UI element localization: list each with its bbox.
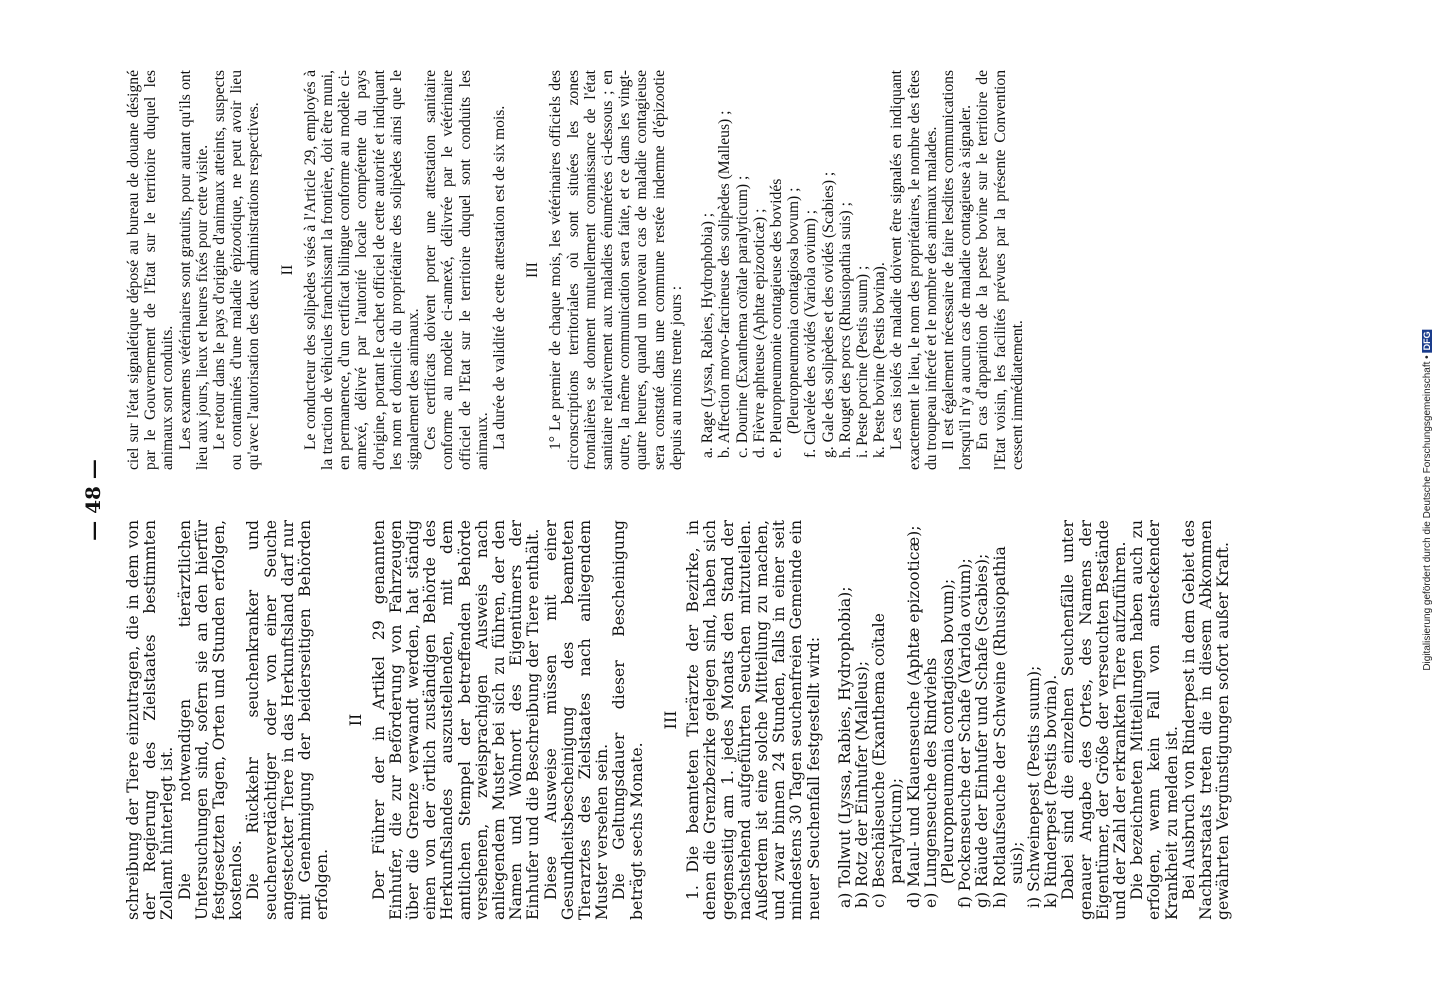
disease-list-item: g. Gale des solipèdes et des ovidés (Scabies) ; <box>819 171 837 458</box>
french-paragraph: Le conducteur des solipèdes visés à l'Article 29, employés à la traction de véhicules franchissant la frontière, doit être muni, en permanence, d'un certificat bilingue conforme au modèle ci-annexé, délivré par l'autorité locale compétente du pays d'origine, portant le cachet officiel de cette autorité et indiquant les nom et domicile du propriétaire des solipèdes ainsi que le signalement des animaux. <box>301 70 423 470</box>
dfg-logo: DFG <box>1422 331 1432 351</box>
disease-list-item: k. Peste bovine (Pestis bovina). <box>871 262 889 458</box>
digitization-credit <box>1422 329 1433 670</box>
credit-text: Digitalisierung gefördert durch die Deutsche Forschungsgemeinschaft • <box>1422 355 1433 671</box>
disease-list-item: d) Maul- und Klauenseuche (Aphtæ epizooticæ); <box>904 525 923 908</box>
disease-list-item: e. Pleuropneumonie contagieuse des bovidés (Pleuropneumonia contagiosa bovum) ; <box>767 178 803 458</box>
french-paragraph: Ces certificats doivent porter une attestation sanitaire conforme au modèle ci-annexé, délivrée par le vétérinaire officiel de l'Etat sur le territoire duquel sont conduits les animaux. <box>422 70 491 470</box>
disease-list-item: k) Rinderpest (Pestis bovina). <box>1042 674 1061 908</box>
german-paragraph: Bei Ausbruch von Rinderpest in dem Gebiet des Nachbarstaats treten die in diesem Abkommen gewährten Vergünstigungen sofort außer Kraft. <box>1179 520 1233 920</box>
section-heading: III <box>524 262 542 278</box>
french-paragraph: Les cas isolés de maladie doivent être signalés en indiquant exactement le lieu, le nom des propriétaires, le nombre des têtes du troupeau infecté et le nombre des animaux malades. <box>888 70 940 470</box>
disease-list-item: b. Affection morvo-farcineuse des solipèdes (Malleus) ; <box>716 110 734 458</box>
disease-list-item: e) Lungenseuche des Rindviehs (Pleuropneumonia contagiosa bovum); <box>921 578 957 908</box>
disease-list-item: h. Rouget des porcs (Rhusiopathia suis) ; <box>836 202 854 458</box>
french-paragraph: 1° Le premier de chaque mois, les vétérinaires officiels des circonscriptions territoriales où sont situées les zones frontalières se donnent mutuellement connaissance de l'état sanitaire relativement aux maladies énumérées ci-dessous ; en outre, la même communication sera faite, et ce dans les vingt-quatre heures, quand un nouveau cas de maladie contagieuse sera constaté dans une commune restée indemne d'épizootie depuis au moins trente jours : <box>547 70 685 470</box>
french-paragraph: La durée de validité de cette attestation est de six mois. <box>491 105 509 450</box>
disease-list-item: f) Pockenseuche der Schafe (Variola ovium); <box>956 558 975 908</box>
disease-list-item: h) Rotlaufseuche der Schweine (Rhusiopathia suis); <box>990 546 1026 908</box>
disease-list-item: i) Schweinepest (Pestis suum); <box>1024 665 1043 908</box>
french-paragraph: ciel sur l'état signalétique déposé au bureau de douane désigné par le Gouvernement de l'Etat sur le territoire duquel les animaux sont conduits. <box>125 70 177 470</box>
disease-list-item: a. Rage (Lyssa, Rabies, Hydrophobia) ; <box>699 212 717 458</box>
french-paragraph: Le retour dans le pays d'origine d'animaux atteints, suspects ou contaminés d'une maladie épizootique, ne peut avoir lieu qu'avec l'autorisation des deux administrations respectives. <box>211 70 263 470</box>
german-paragraph: Die bezeichneten Mitteilungen haben auch zu erfolgen, wenn kein Fall von ansteckender Krankheit zu melden ist. <box>1128 520 1181 920</box>
rotated-page <box>81 70 1315 930</box>
disease-list-item: a) Tollwut (Lyssa, Rabies, Hydrophobia); <box>835 586 854 908</box>
disease-list-item: c. Dourine (Exanthema coïtale paralyticum) ; <box>733 175 751 458</box>
french-column <box>125 70 1026 470</box>
disease-list-item: b) Rotz der Einhufer (Malleus); <box>852 660 871 908</box>
section-heading: II <box>278 264 296 276</box>
section-heading: II <box>346 713 366 727</box>
german-paragraph: 1. Die beamteten Tierärzte der Bezirke, in denen die Grenzbezirke gelegen sind, haben sich gegenseitig am 1. jedes Monats den Stand der nachstehend aufgeführten Seuchen mitzuteilen. Außerdem ist eine solche Mitteilung zu machen, und zwar binnen 24 Stunden, falls in einer seit mindestens 30 Tagen seuchenfreien Gemeinde ein neuer Seuchenfall festgestellt wird: <box>684 520 823 920</box>
german-paragraph: Die Rückkehr seuchenkranker und seuchenverdächtiger oder von einer Seuche angesteckter Tiere in das Herkunftsland darf nur mit Genehmigung der beiderseitigen Behörden erfolgen. <box>244 520 332 920</box>
disease-list-item: g) Räude der Einhufer und Schafe (Scabies); <box>973 553 992 908</box>
german-paragraph: Die Geltungsdauer dieser Bescheinigung beträgt sechs Monate. <box>610 520 646 920</box>
disease-list-item: i. Peste porcine (Pestis suum) ; <box>853 265 871 458</box>
french-paragraph: Les examens vétérinaires sont gratuits, pour autant qu'ils ont lieu aux jours, lieux et heures fixés pour cette visite. <box>176 70 211 470</box>
german-paragraph: Diese Ausweise müssen mit einer Gesundheitsbescheinigung des beamteten Tierarztes des Zielstaates nach anliegendem Muster versehen sein. <box>541 520 612 920</box>
disease-list-item: d. Fièvre aphteuse (Aphtæ epizooticæ) ; <box>750 208 768 458</box>
german-column <box>125 520 1232 920</box>
french-paragraph: Il est également nécessaire de faire lesdites communications lorsqu'il n'y a aucun cas de maladie contagieuse à signaler. <box>939 70 975 470</box>
section-heading: III <box>660 710 680 730</box>
french-paragraph: En cas d'apparition de la peste bovine sur le territoire de l'Etat voisin, les facilités prévues par la présente Convention cessent immédiatement. <box>974 70 1026 470</box>
german-paragraph: Der Führer der in Artikel 29 genannten Einhufer, die zur Beförderung von Fahrzeugen über die Grenze verwandt werden, hat ständig einen von der örtlich zuständigen Behörde des Herkunftslandes auszustellenden, mit dem amtlichen Stempel der betreffenden Behörde versehenen, zweisprachigen Ausweis nach anliegendem Muster bei sich zu führen, der den Namen und Wohnort des Eigentümers der Einhufer und die Beschreibung der Tiere enthält. <box>369 520 543 920</box>
disease-list-item: f. Clavelée des ovidés (Variola ovium) ; <box>802 209 820 458</box>
disease-list-item: c) Beschälseuche (Exanthema coïtale paralyticum); <box>870 613 906 908</box>
german-paragraph: Dabei sind die einzelnen Seuchenfälle unter genauer Angabe des Ortes, des Namens der Eigentümer, der Größe der verseuchten Bestände und der Zahl der erkrankten Tiere aufzuführen. <box>1059 520 1129 920</box>
german-paragraph: schreibung der Tiere einzutragen, die in dem von der Regierung des Zielstaates bestimmten Zollamt hinterlegt ist. <box>124 520 177 920</box>
german-paragraph: Die notwendigen tierärztlichen Untersuchungen sind, sofern sie an den hierfür festgesetzten Tagen, Orten und Stunden erfolgen, kostenlos. <box>175 520 246 920</box>
page-number: — 48 — <box>81 459 105 541</box>
